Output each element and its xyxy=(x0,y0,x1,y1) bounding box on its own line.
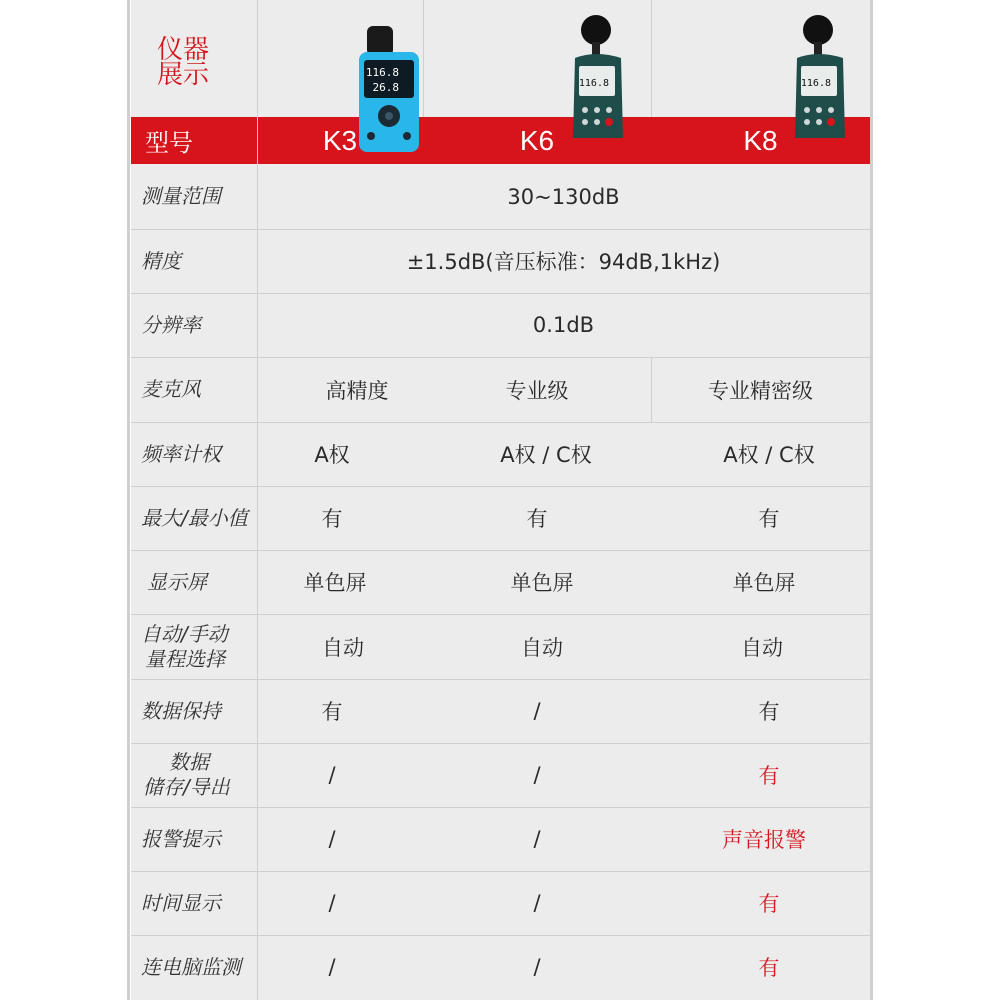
col-divider-2-top xyxy=(423,0,424,117)
time-k8: 有 xyxy=(758,892,780,916)
screen-k8: 单色屏 xyxy=(732,571,796,595)
row-label-range: 测量范围 xyxy=(141,184,221,208)
k8-device-image xyxy=(791,14,849,140)
range-value: 30~130dB xyxy=(507,184,620,209)
left-border xyxy=(127,0,130,1000)
maxmin-k6: 有 xyxy=(526,507,548,531)
k3-screen-line2: 26.8 xyxy=(372,81,399,94)
storage-k8: 有 xyxy=(758,764,780,788)
row-label-pc: 连电脑监测 xyxy=(141,954,241,979)
row-label-maxmin: 最大/最小值 xyxy=(141,505,248,530)
k3-screen-line1: 116.8 xyxy=(365,66,399,79)
maxmin-k3: 有 xyxy=(321,507,343,531)
screen-k3: 单色屏 xyxy=(303,571,367,595)
display-label-2: 展示 xyxy=(157,60,210,90)
alarm-k8: 声音报警 xyxy=(722,828,806,852)
k6-device-image xyxy=(569,14,627,140)
weighting-k8: A权 / C权 xyxy=(723,443,815,467)
pc-k8: 有 xyxy=(758,956,780,980)
comparison-table xyxy=(131,0,870,1000)
row-label-hold: 数据保持 xyxy=(141,698,221,723)
screen-k6: 单色屏 xyxy=(510,571,574,595)
weighting-k3: A权 xyxy=(314,443,350,467)
col-divider-3-top xyxy=(651,0,652,117)
alarm-k6: / xyxy=(533,827,541,851)
row-label-autorange xyxy=(131,614,257,679)
autorange-k3: 自动 xyxy=(322,635,364,660)
model-k8: K8 xyxy=(743,124,778,156)
weighting-k6: A权 / C权 xyxy=(500,443,592,467)
mic-k8: 专业精密级 xyxy=(708,378,813,403)
display-label-1: 仪器 xyxy=(157,35,210,65)
resolution-value: 0.1dB xyxy=(532,313,595,337)
mic-k6: 专业级 xyxy=(505,378,569,403)
time-k6: / xyxy=(533,891,541,915)
k8-screen-line1: 116.8 xyxy=(800,78,831,89)
accuracy-value: ±1.5dB(音压标准：94dB,1kHz) xyxy=(406,250,721,274)
hold-k8: 有 xyxy=(758,700,780,724)
row-label-mic: 麦克风 xyxy=(141,377,201,401)
hold-k6: / xyxy=(533,699,541,723)
autorange-label-1: 自动/手动 xyxy=(141,621,228,646)
pc-k6: / xyxy=(533,955,541,979)
row-label-alarm: 报警提示 xyxy=(141,826,221,851)
storage-label-1: 数据 xyxy=(169,750,209,774)
maxmin-k8: 有 xyxy=(758,507,780,531)
mic-k3: 高精度 xyxy=(325,378,389,403)
k6-screen-line1: 116.8 xyxy=(578,78,609,89)
model-label: 型号 xyxy=(145,130,193,157)
row-label-screen: 显示屏 xyxy=(147,569,207,594)
alarm-k3: / xyxy=(328,827,336,851)
display-header xyxy=(131,18,257,108)
row-label-time: 时间显示 xyxy=(141,890,221,915)
row-label-storage xyxy=(131,743,257,807)
hold-k3: 有 xyxy=(321,700,343,724)
pc-k3: / xyxy=(328,955,336,979)
autorange-k8: 自动 xyxy=(741,635,783,660)
time-k3: / xyxy=(328,891,336,915)
autorange-k6: 自动 xyxy=(521,635,563,660)
model-k6: K6 xyxy=(519,124,555,156)
autorange-label-2: 量程选择 xyxy=(145,646,225,671)
storage-k6: / xyxy=(533,763,541,787)
model-k3: K3 xyxy=(322,124,358,156)
storage-label-2: 储存/导出 xyxy=(143,775,230,799)
k3-device-image xyxy=(357,24,421,156)
storage-k3: / xyxy=(328,763,336,787)
row-label-weighting: 频率计权 xyxy=(141,441,221,466)
row-label-resolution: 分辨率 xyxy=(141,312,201,337)
row-label-accuracy: 精度 xyxy=(141,248,181,273)
